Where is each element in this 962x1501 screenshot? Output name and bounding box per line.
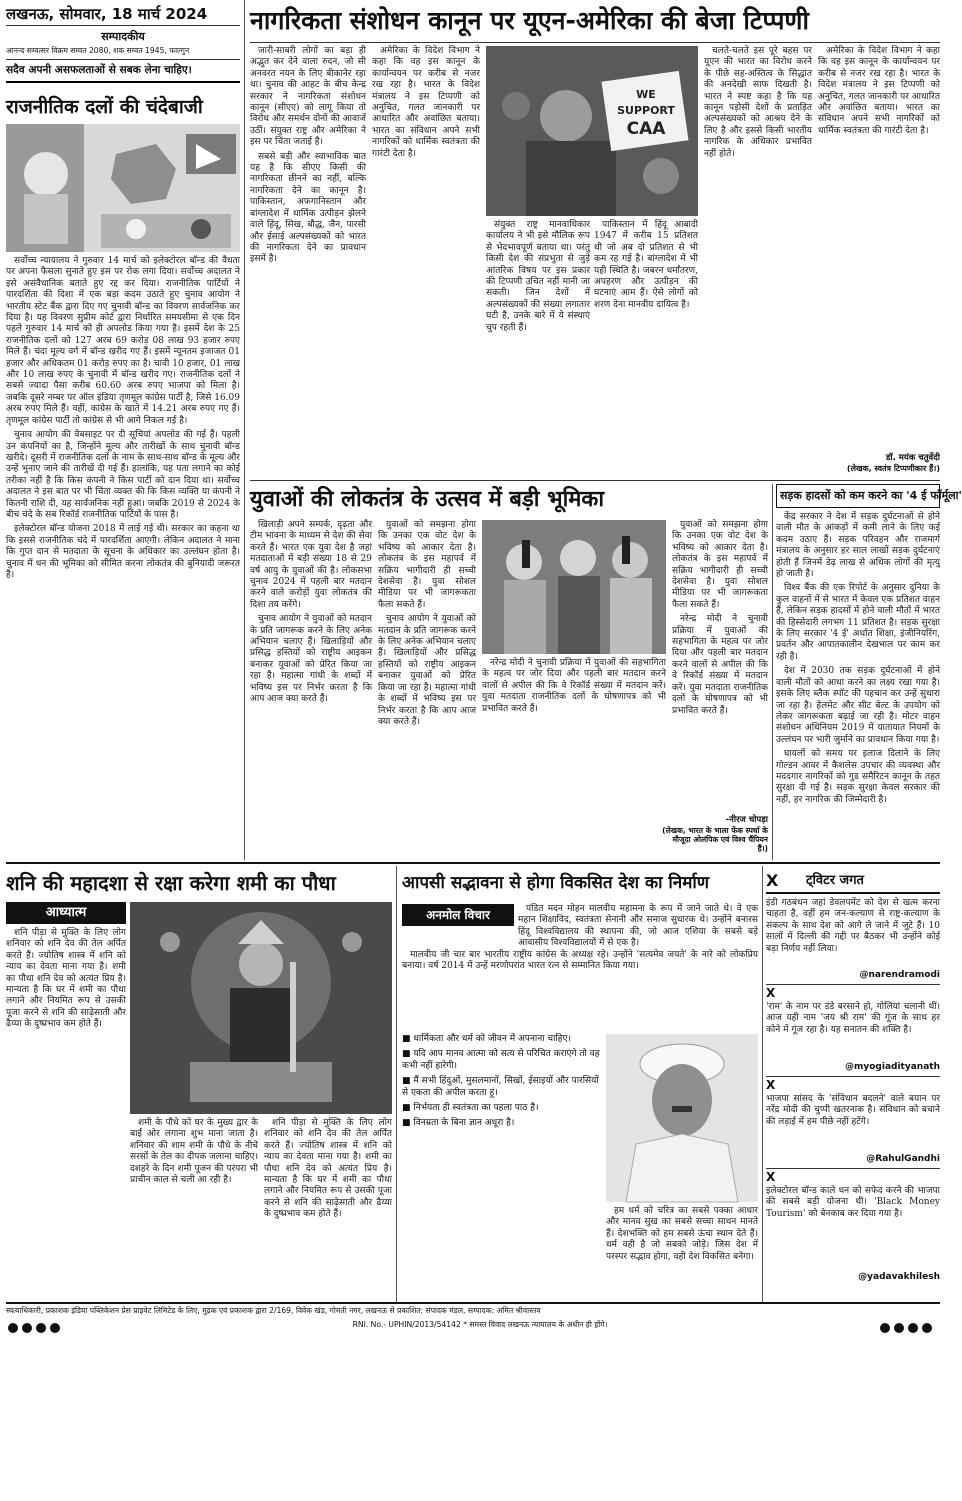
footer-rni: RNI. No.- UPHIN/2013/54142 * समस्त विवाद लखनऊ न्यायालय के अधीन ही होंगे। [352, 1320, 608, 1329]
youth-headline: युवाओं की लोकतंत्र के उत्सव में बड़ी भूमिका [250, 487, 605, 512]
editorial-collage [6, 124, 240, 252]
citizenship-col-4 [594, 220, 698, 476]
editorial-body [6, 256, 240, 854]
samvat: आनन्द सम्वत्सर विक्रम सम्वत 2080, शक सम्वत 1945, फाल्गुन [6, 46, 190, 55]
harmony-paragraph: मालवीय जी चार बार भारतीय राष्ट्रीय कांग्रेस के अध्यक्ष रहे। उन्होंने 'सत्यमेव जयते' के नारे को लोकप्रिय बनाया। वर्ष 2014 में उन्हें मरणोपरांत भारत रत्न से सम्मानित किया गया। [402, 950, 758, 972]
harmony-paragraph: हम धर्म को चरित्र का सबसे पक्का आधार और मानव सुख का सबसे सच्चा साधन मानते हैं। देशभक्ति को हम सबसे ऊंचा स्थान देते हैं। धर्म वही है जो सबको जोड़े। जिस देश में परस्पर सद्भाव होगा, वही देश विकसित बनेगा। [606, 1206, 758, 1262]
citizenship-paragraph: जारी-साबरी लोगों का बड़ा ही अद्भुत कर देने वाला रुदन, जो सी अनवरत नयन के लिए बीकानेर रहा था। चुनाव की आहट के बीच केन्द्र सरकार ने नागरिकता संशोधन कानून (सीएए) को लागू किया तो विरोध और समर्थन दोनों की आवाजें उठीं। संयुक्त राष्ट्र और अमेरिका ने इस पर चिंता जताई है। [250, 46, 366, 148]
section-label: सम्पादकीय [101, 30, 145, 43]
harmony-label-text: अनमोल विचार [426, 908, 490, 922]
shani-headline: शनि की महादशा से रक्षा करेगा शमी का पौधा [6, 871, 336, 895]
harmony-col-2 [606, 1206, 758, 1296]
registration-dot-icon [894, 1323, 904, 1333]
portrait-image [606, 1034, 758, 1202]
shani-label-text: आध्यात्म [45, 905, 87, 920]
registration-dot-icon [908, 1323, 918, 1333]
malviya-portrait [606, 1034, 758, 1202]
quote-item: ■ यदि आप मानव आत्मा को सत्य से परिचित कराएंगे तो वह कभी नहीं हारेगी। [402, 1049, 600, 1071]
youth-paragraph: युवाओं को समझना होगा कि उनका एक वोट देश के भविष्य को आकार देता है। लोकतंत्र के इस महापर्व में सक्रिय भागीदारी ही सच्ची देशसेवा है। युवा सोशल मीडिया पर भी जागरूकता फैला सकते हैं। [672, 520, 768, 610]
registration-dot-icon [880, 1323, 890, 1333]
youth-paragraph: खिलाड़ी अपने सम्पर्क, दृढ़ता और टीम भावना के माध्यम से देश की सेवा करते हैं। भारत एक युवा देश है जहां मतदाताओं में बड़ी संख्या 18 से 29 वर्ष आयु के युवाओं की है। लोकसभा चुनाव 2024 में पहली बार मतदान करने वाले करोड़ों युवा लोकतंत्र की दिशा तय करेंगे। [250, 520, 372, 610]
shani-col-2 [130, 1118, 258, 1296]
registration-dot-icon [36, 1323, 46, 1333]
quote-text: निर्भयता ही स्वतंत्रता का पहला पाठ है। [413, 1103, 539, 1114]
dateline: लखनऊ, सोमवार, 18 मार्च 2024 [6, 5, 208, 23]
youth-col-2 [378, 520, 476, 856]
youth-paragraph: चुनाव आयोग ने युवाओं को मतदान के प्रति जागरूक करने के लिए अनेक अभियान चलाए हैं। खिलाड़ियों और प्रसिद्ध हस्तियों को राष्ट्रीय आइकन बनाकर युवाओं को प्रेरित किया जा रहा है। महात्मा गांधी के शब्दों में भविष्य इस पर निर्भर करता है कि आप आज क्या करते हैं। [378, 614, 476, 727]
citizenship-col-6 [818, 46, 940, 450]
quote-item: ■ निर्भयता ही स्वतंत्रता का पहला पाठ है। [402, 1103, 539, 1114]
registration-dots-right [880, 1318, 936, 1337]
placard-line: WE [636, 88, 656, 101]
x-logo-icon: X [766, 986, 776, 1000]
quote-text: यदि आप मानव आत्मा को सत्य से परिचित कराएंगे तो वह कभी नहीं हारेगी। [402, 1049, 600, 1071]
youth-col-4 [672, 520, 768, 810]
motto: सदैव अपनी असफलताओं से सबक लेना चाहिए। [6, 64, 192, 76]
road-safety-headline: सड़क हादसों को कम करने का '4 ई फॉर्मूला' [780, 489, 962, 502]
shani-paragraph: शनि पीड़ा से मुक्ति के लिए लोग शनिवार को शनि देव की तेल अर्पित करते हैं। ज्योतिष शास्त्र में शनि को न्याय का देवता माना गया है। शमी का पौधा शनि देव को अत्यंत प्रिय है। मान्यता है कि घर में शमी का पौधा लगाने और नियमित रूप से उसकी पूजा करने से शनि की साढ़ेसाती और ढैय्या के दुष्प्रभाव कम होते हैं। [6, 928, 126, 1030]
caa-rally-photo [486, 46, 698, 216]
editorial-paragraph: इलेक्टोरल बॉन्ड योजना 2018 में लाई गई थी। सरकार का कहना था कि इससे राजनीतिक चंदे में पारदर्शिता आएगी। लेकिन अदालत ने माना कि गुप्त दान से मतदाता के सूचना के अधिकार का उल्लंघन होता है। चुनाव में धन की भूमिका को सीमित करना लोकतंत्र की बुनियादी जरूरत है। [6, 524, 240, 580]
youth-paragraph: नरेन्द्र मोदी ने चुनावी प्रक्रिया में युवाओं की सहभागिता के महत्व पर जोर दिया और पहली बार मतदान करने वालों से अपील की कि वे रिकॉर्ड संख्या में मतदान करें। युवा मतदाता राजनीतिक दलों के घोषणापत्र को भी प्रभावित करते हैं। [482, 658, 666, 714]
placard-line: CAA [626, 119, 666, 139]
harmony-col-intro [518, 904, 758, 949]
youth-author: -नीरज चोपड़ा [725, 815, 768, 825]
x-logo-icon: X [766, 1170, 776, 1184]
voters-photo [482, 520, 666, 654]
quote-text: विनम्रता के बिना ज्ञान अधूरा है। [413, 1118, 515, 1129]
quote-item: ■ विनम्रता के बिना ज्ञान अधूरा है। [402, 1118, 515, 1129]
youth-paragraph: चुनाव आयोग ने युवाओं को मतदान के प्रति जागरूक करने के लिए अनेक अभियान चलाए हैं। खिलाड़ियों और प्रसिद्ध हस्तियों को राष्ट्रीय आइकन बनाकर युवाओं को प्रेरित किया जा रहा है। महात्मा गांधी के शब्दों में भविष्य इस पर निर्भर करता है कि आप आज क्या करते हैं। [250, 614, 372, 705]
citizenship-author-role: (लेखक, स्वतंत्र टिप्पणीकार हैं।) [846, 464, 940, 473]
registration-dot-icon [22, 1323, 32, 1333]
editorial-paragraph: सर्वोच्च न्यायालय ने गुरुवार 14 मार्च को इलेक्टोरल बॉन्ड की वैधता पर अपना फैसला सुनाते हुए इस पर रोक लगा दिया। सर्वोच्च अदालत ने इसे असंवैधानिक बताते हुए रद्द कर दिया। राजनीतिक पार्टियों ने पारदर्शिता की दिशा में एक बड़ा कदम उठाते हुए चुनाव आयोग ने भारतीय स्टेट बैंक द्वारा दिए गए चुनावी बॉन्ड का विवरण सार्वजनिक कर दिया है। यह विवरण सुप्रीम कोर्ट द्वारा निर्धारित समयसीमा से एक दिन पहले गुरुवार 14 मार्च को ही अपलोड किया गया है। इसमें देश के 25 राजनीतिक दलों को 127 अरब 69 करोड़ 08 लाख 93 हजार रुपए मिले हैं। चंदा मूल्य वर्ग में बॉन्ड खरीद गए हैं। इसमें न्यूनतम इजाजत 01 हजार और अधिकतम 01 करोड़ रुपए का है। चावी 10 हजार, 01 लाख और 10 लाख रुपए के चुनावी में बॉन्ड खरीद गए। राजनीतिक दलों ने सबसे ज्यादा पैसा करीब 60.60 अरब रुपए भाजपा को मिला है। जबकि दूसरे नम्बर पर ऑल इंडिया तृणमूल कांग्रेस पार्टी है, जिसे 16.09 अरब रुपए मिले हैं। वहीं, कांग्रेस के खाते में 14.21 अरब रुपए गए हैं। तृणमूल कांग्रेस पार्टी तो कांग्रेस से भी आगे निकल गई है। [6, 256, 240, 426]
tweet-handle: @myogiadityanath [845, 1062, 940, 1072]
x-logo-icon: X [766, 871, 779, 890]
shani-col-3 [264, 1118, 392, 1296]
citizenship-paragraph: सबसे बड़ी और स्वाभाविक बात यह है कि सीएए किसी की नागरिकता छीनने का नहीं, बल्कि नागरिकता देने का कानून है। पाकिस्तान, अफगानिस्तान और बांग्लादेश में धार्मिक उत्पीड़न झेलने वाले हिंदू, सिख, बौद्ध, जैन, पारसी और ईसाई अल्पसंख्यकों को भारत की नागरिकता देने का प्रावधान इसमें है। [250, 151, 366, 265]
tweet-handle: @RahulGandhi [866, 1154, 940, 1164]
citizenship-author: डॉ. मयंक चतुर्वेदी [885, 453, 940, 463]
quote-text: धार्मिकता और धर्म को जीवन में अपनाना चाहिए। [413, 1034, 571, 1044]
collage-image [6, 124, 240, 252]
road-safety-paragraph: घायलों को समय पर इलाज दिलाने के लिए गोल्डन आवर में कैशलेस उपचार की व्यवस्था और मददगार नागरिकों को गुड समैरिटन कानून के तहत सुरक्षा दी गई है। सड़क सुरक्षा केवल सरकार की नहीं, हर नागरिक की जिम्मेदारी है। [776, 749, 940, 805]
shani-dev-image [130, 902, 392, 1114]
road-safety-body [776, 512, 940, 856]
citizenship-headline: नागरिकता संशोधन कानून पर यूएन-अमेरिका की बेजा टिप्पणी [250, 6, 809, 35]
masthead [6, 4, 240, 92]
citizenship-col-5 [704, 46, 812, 476]
registration-dot-icon [922, 1323, 932, 1333]
registration-dot-icon [50, 1323, 60, 1333]
road-safety-paragraph: विश्व बैंक की एक रिपोर्ट के अनुसार दुनिया के कुल वाहनों में से भारत में केवल एक प्रतिशत वाहन हैं, लेकिन सड़क हादसों में होने वाली मौतों में भारत की हिस्सेदारी लगभग 11 प्रतिशत है। सड़क सुरक्षा के लिए सरकार '4 ई' अर्थात शिक्षा, इंजीनियरिंग, प्रवर्तन और आपातकालीन देखभाल पर काम कर रही है। [776, 583, 940, 662]
tweet-text: भाजपा सांसद के 'संविधान बदलने' वाले बयान पर नरेंद्र मोदी की चुप्पी खतरनाक है। संविधान को बचाने की लड़ाई में हम पीछे नहीं हटेंगे। [766, 1094, 940, 1127]
voters-image [482, 520, 666, 654]
harmony-quotes [402, 1034, 602, 1296]
shani-illustration [130, 902, 392, 1114]
road-safety-paragraph: केंद्र सरकार ने देश में सड़क दुर्घटनाओं से होने वाली मौत के आंकड़ों में कमी लाने के लिए कई कदम उठाए हैं। सड़क परिवहन और राजमार्ग मंत्रालय के अनुसार हर साल लाखों सड़क दुर्घटनाएं होती हैं जिनमें डेढ़ लाख से अधिक लोगों की मृत्यु हो जाती है। [776, 512, 940, 580]
rally-image [486, 46, 698, 216]
citizenship-paragraph: अमेरिका के विदेश विभाग ने कहा कि वह इस कानून के कार्यान्वयन पर करीब से नजर रख रहा है। भारत के विदेश मंत्रालय ने इस टिप्पणी को अनुचित, गलत जानकारी पर आधारित और अवांछित बताया। भारत का संविधान अपने सभी नागरिकों को धार्मिक स्वतंत्रता की गारंटी देता है। [372, 46, 480, 159]
tweet-text: 'राम' के नाम पर डंडे बरसाने हो, गोलियां चलानी थीं। आज यही नाम 'जय श्री राम' की गूंज के साथ हर कोने में गूंज रहा है। यह सनातन की शक्ति है। [766, 1002, 940, 1035]
registration-dot-icon [8, 1323, 18, 1333]
tweet-text: इलेक्टोरल बॉन्ड काले धन को सफेद करने की भाजपा की सबसे बड़ी योजना थी। 'Black Money Tourism' को बेनकाब कर दिया गया है। [766, 1186, 940, 1219]
footer-imprint: स्वत्वाधिकारी, प्रकाशक इंडिया पब्लिकेशन प्रेस प्राइवेट लिमिटेड के लिए, मुद्रक एवं प्रकाशक द्वारा 2/169, विवेक खंड, गोमती नगर, लखनऊ से प्रकाशित; संपादक मंडल, सम्पादक: अमित श्रीवास्तव [6, 1306, 541, 1315]
shani-paragraph: शमी के पौधे को घर के मुख्य द्वार के बाईं ओर लगाना शुभ माना जाता है। शनिवार की शाम शमी के पौधे के नीचे सरसों के तेल का दीपक जलाना चाहिए। दशहरे के दिन शमी पूजन की परंपरा भी प्राचीन काल से चली आ रही है। [130, 1118, 258, 1186]
harmony-headline: आपसी सद्भावना से होगा विकसित देश का निर्माण [402, 873, 710, 893]
tweet-handle: @narendramodi [859, 970, 940, 980]
citizenship-col-3 [486, 220, 590, 476]
x-logo-icon: X [766, 1078, 776, 1092]
youth-col-1 [250, 520, 372, 856]
placard-line: SUPPORT [617, 104, 675, 117]
twitter-header [766, 870, 940, 894]
harmony-col-1 [402, 950, 758, 1030]
citizenship-paragraph: पाकिस्तान में हिंदू आबादी 1947 में करीब 15 प्रतिशत थी जो अब दो प्रतिशत से भी कम रह गई है। बांग्लादेश में भी यही स्थिति है। जबरन धर्मांतरण, अपहरण और उत्पीड़न की घटनाएं आम हैं। ऐसे लोगों को शरण देना मानवीय दायित्व है। [594, 220, 698, 310]
road-safety-header [776, 484, 962, 508]
shani-col-1 [6, 928, 126, 1296]
harmony-label [402, 904, 514, 926]
road-safety-paragraph: देश में 2030 तक सड़क दुर्घटनाओं में होने वाली मौतों को आधा करने का लक्ष्य रखा गया है। इसके लिए ब्लैक स्पॉट की पहचान कर उन्हें सुधारा जा रहा है। हेलमेट और सीट बेल्ट के उपयोग को लेकर जागरूकता बढ़ाई जा रही है। मोटर वाहन संशोधन अधिनियम 2019 में यातायात नियमों के उल्लंघन पर भारी जुर्माने का प्रावधान किया गया है। [776, 666, 940, 745]
youth-author-role: (लेखक, भारत के भाला फेंक स्पर्धा के मौजूदा ओलंपिक एवं विश्व चैंपियन हैं।) [662, 826, 768, 853]
shani-label [6, 902, 126, 924]
youth-col-3 [482, 658, 666, 856]
twitter-header-title: ट्विटर जगत [806, 873, 864, 888]
quote-item: ■ मैं सभी हिंदुओं, मुसलमानों, सिखों, ईसाइयों और पारसियों से एकता की अपील करता हूं। [402, 1076, 599, 1098]
citizenship-paragraph: संयुक्त राष्ट्र मानवाधिकार कार्यालय ने भी इसे मौलिक रूप से भेदभावपूर्ण बताया था। परंतु किसी देश की संप्रभुता से जुड़े आंतरिक विषय पर इस प्रकार की टिप्पणी उचित नहीं मानी जा सकती। जिन देशों में अल्पसंख्यकों की संख्या लगातार घटी है, उनके बारे में ये संस्थाएं चुप रहती हैं। [486, 220, 590, 333]
tweet-handle: @yadavakhilesh [858, 1272, 940, 1282]
citizenship-paragraph: चलते-चलते इस पूरे बहस पर यूएन की भारत का विरोध करने के पीछे सह-अस्तित्व के सिद्धांत की अनदेखी साफ दिखती है। भारत ने स्पष्ट कहा है कि यह कानून पड़ोसी देशों के प्रताड़ित अल्पसंख्यकों को आश्रय देने के लिए है और इससे किसी भारतीय नागरिक के अधिकार प्रभावित नहीं होते। [704, 46, 812, 159]
quote-item: ■ धार्मिकता और धर्म को जीवन में अपनाना चाहिए। [402, 1034, 571, 1044]
editorial-paragraph: चुनाव आयोग की वेबसाइट पर दी सूचियां अपलोड की गई हैं। पहली उन कंपनियों का है, जिन्होंने मूल्य और तारीखों के साथ चुनावी बॉन्ड खरीदे। दूसरी में राजनीतिक दलों के नाम के साथ-साथ बॉन्ड के मूल्य और उन्हें भुनाए जाने की तारीखें दी गई हैं। हालांकि, यह पता लगाने का कोई तरीका नहीं है कि किस कंपनी ने किस पार्टी को दान दिया था। सर्वोच्च अदालत ने इस बात पर भी चिंता व्यक्त की कि किस व्यक्ति या कंपनी ने कितनी राशि दी, यह सार्वजनिक नहीं हुआ। जबकि 2019 से 2024 के बीच चंदे के सब रिकॉर्ड राजनीतिक पार्टियों के पास है। [6, 430, 240, 520]
harmony-paragraph: पंडित मदन मोहन मालवीय महामना के रूप में जाने जाते थे। वे एक महान शिक्षाविद, स्वतंत्रता सेनानी और समाज सुधारक थे। उन्होंने बनारस हिंदू विश्वविद्यालय की स्थापना की, जो आज एशिया के सबसे बड़े आवासीय विश्वविद्यालयों में से एक है। [518, 904, 758, 949]
shani-paragraph: शनि पीड़ा से मुक्ति के लिए लोग शनिवार को शनि देव की तेल अर्पित करते हैं। ज्योतिष शास्त्र में शनि को न्याय का देवता माना गया है। शमी का पौधा शनि देव को अत्यंत प्रिय है। मान्यता है कि घर में शमी का पौधा लगाने और नियमित रूप से उसकी पूजा करने से शनि की साढ़ेसाती और ढैय्या के दुष्प्रभाव कम होते हैं। [264, 1118, 392, 1220]
youth-paragraph: युवाओं को समझना होगा कि उनका एक वोट देश के भविष्य को आकार देता है। लोकतंत्र के इस महापर्व में सक्रिय भागीदारी ही सच्ची देशसेवा है। युवा सोशल मीडिया पर भी जागरूकता फैला सकते हैं। [378, 520, 476, 610]
quote-text: मैं सभी हिंदुओं, मुसलमानों, सिखों, ईसाइयों और पारसियों से एकता की अपील करता हूं। [402, 1076, 599, 1098]
registration-dots-left [8, 1318, 64, 1337]
editorial-headline: राजनीतिक दलों की चंदेबाजी [6, 96, 203, 118]
citizenship-paragraph: अमेरिका के विदेश विभाग ने कहा कि वह इस कानून के कार्यान्वयन पर करीब से नजर रख रहा है। भारत के विदेश मंत्रालय ने इस टिप्पणी को अनुचित, गलत जानकारी पर आधारित और अवांछित बताया। भारत का संविधान अपने सभी नागरिकों को धार्मिक स्वतंत्रता की गारंटी देता है। [818, 46, 940, 136]
citizenship-col-1 [250, 46, 366, 476]
youth-paragraph: नरेन्द्र मोदी ने चुनावी प्रक्रिया में युवाओं की सहभागिता के महत्व पर जोर दिया और पहली बार मतदान करने वालों से अपील की कि वे रिकॉर्ड संख्या में मतदान करें। युवा मतदाता राजनीतिक दलों के घोषणापत्र को भी प्रभावित करते हैं। [672, 614, 768, 716]
tweet-text: इंडी गठबंधन जहां डेवलपमेंट को देश से खत्म करना चाहता है, वहीं हम जन-कल्याण से राष्ट्र-कल्याण के संकल्प के साथ देश को आगे ले जाने में जुटे हैं। 10 सालों में दिल्ली की गद्दी पर बैठकर भी उन्होंने कोई बड़ा निर्णय नहीं लिया। [766, 898, 940, 954]
citizenship-col-2 [372, 46, 480, 476]
